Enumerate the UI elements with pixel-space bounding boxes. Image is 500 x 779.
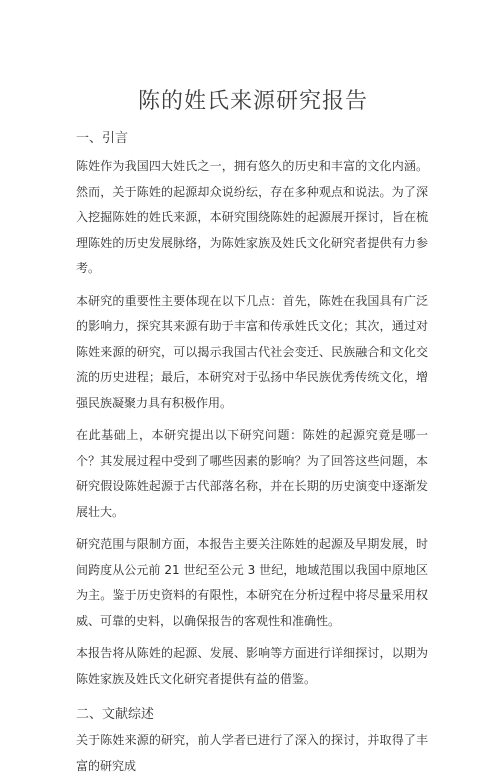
paragraph: 在此基础上，本研究提出以下研究问题：陈姓的起源究竟是哪一个？其发展过程中受到了哪些因素的影响？为了回答这些问题，本研究假设陈姓起源于古代部落名称，并在长期的历史演变中逐渐发展壮大。 [76, 428, 428, 519]
paragraph: 陈姓作为我国四大姓氏之一，拥有悠久的历史和丰富的文化内涵。然而，关于陈姓的起源却众说纷纭，存在多种观点和说法。为了深入挖掘陈姓的姓氏来源，本研究围绕陈姓的起源展开探讨，旨在梳理陈姓的历史发展脉络，为陈姓家族及姓氏文化研究者提供有力参考。 [76, 159, 428, 275]
paragraph: 关于陈姓来源的研究，前人学者已进行了深入的探讨，并取得了丰富的研究成 [76, 733, 428, 773]
document-title: 陈的姓氏来源研究报告 [137, 89, 368, 114]
section-heading-introduction: 一、引言 [76, 131, 129, 146]
section-heading-literature-review: 二、文献综述 [76, 707, 155, 722]
paragraph: 研究范围与限制方面，本报告主要关注陈姓的起源及早期发展，时间跨度从公元前 21 世纪至公元 3 世纪，地域范围以我国中原地区为主。鉴于历史资料的有限性，本研究在分析过程中将尽量采用权威、可靠的史料，以确保报告的客观性和准确性。 [76, 537, 428, 628]
paragraph: 本研究的重要性主要体现在以下几点：首先，陈姓在我国具有广泛的影响力，探究其来源有助于丰富和传承姓氏文化；其次，通过对陈姓来源的研究，可以揭示我国古代社会变迁、民族融合和文化交流的历史进程；最后，本研究对于弘扬中华民族优秀传统文化，增强民族凝聚力具有积极作用。 [76, 293, 428, 410]
paragraph: 本报告将从陈姓的起源、发展、影响等方面进行详细探讨，以期为陈姓家族及姓氏文化研究者提供有益的借鉴。 [76, 646, 428, 686]
